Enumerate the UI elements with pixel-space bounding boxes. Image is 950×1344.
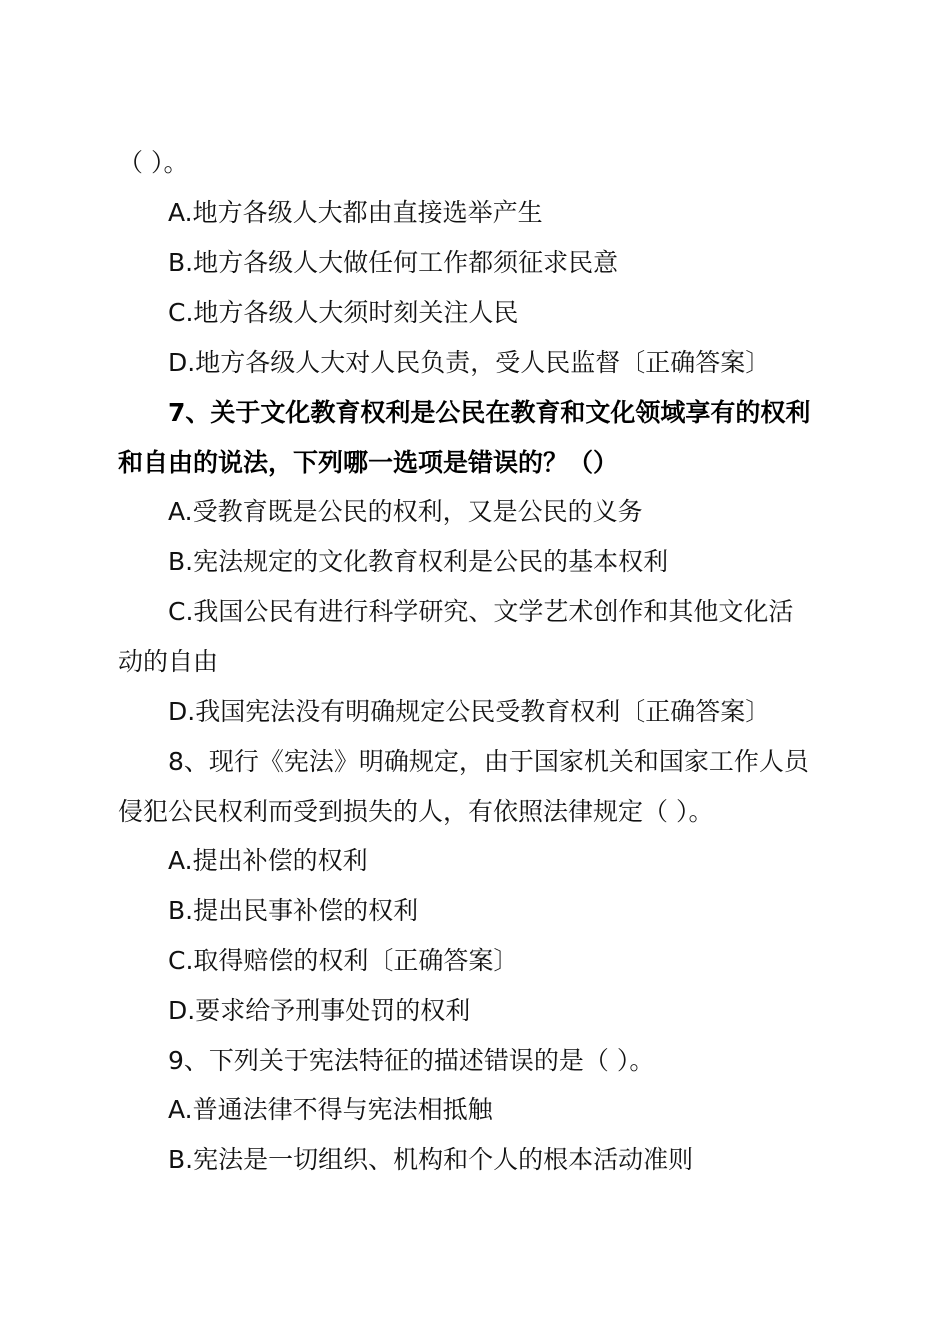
question-9-option-a: A.普通法律不得与宪法相抵触: [168, 1095, 493, 1124]
question-8-option-d: D.要求给予刑事处罚的权利: [168, 996, 471, 1025]
question-8-stem-line-2: 侵犯公民权利而受到损失的人，有依照法律规定（ ）。: [118, 797, 714, 826]
question-7-option-c-line-1: C.我国公民有进行科学研究、文学艺术创作和其他文化活: [168, 597, 794, 626]
question-7-option-b: B.宪法规定的文化教育权利是公民的基本权利: [168, 547, 669, 576]
question-6-option-a: A.地方各级人大都由直接选举产生: [168, 198, 543, 227]
question-7-option-d: D.我国宪法没有明确规定公民受教育权利〔正确答案〕: [168, 697, 771, 726]
question-6-option-d: D.地方各级人大对人民负责，受人民监督〔正确答案〕: [168, 348, 771, 377]
question-8-option-a: A.提出补偿的权利: [168, 846, 368, 875]
question-7-stem-line-1: 7、关于文化教育权利是公民在教育和文化领域享有的权利: [168, 398, 811, 427]
question-7-option-a: A.受教育既是公民的权利，又是公民的义务: [168, 497, 643, 526]
question-6-option-c: C.地方各级人大须时刻关注人民: [168, 298, 519, 327]
question-8-option-b: B.提出民事补偿的权利: [168, 896, 419, 925]
question-9-stem: 9、下列关于宪法特征的描述错误的是（ ）。: [168, 1046, 655, 1075]
question-8-stem-line-1: 8、现行《宪法》明确规定，由于国家机关和国家工作人员: [168, 747, 809, 776]
question-6-stem-end: （ ）。: [118, 148, 189, 177]
question-6-option-b: B.地方各级人大做任何工作都须征求民意: [168, 248, 619, 277]
question-7-option-c-line-2: 动的自由: [118, 647, 219, 676]
question-9-option-b: B.宪法是一切组织、机构和个人的根本活动准则: [168, 1145, 694, 1174]
question-8-option-c: C.取得赔偿的权利〔正确答案〕: [168, 946, 519, 975]
question-7-stem-line-2: 和自由的说法，下列哪一选项是错误的？（）: [118, 448, 619, 477]
